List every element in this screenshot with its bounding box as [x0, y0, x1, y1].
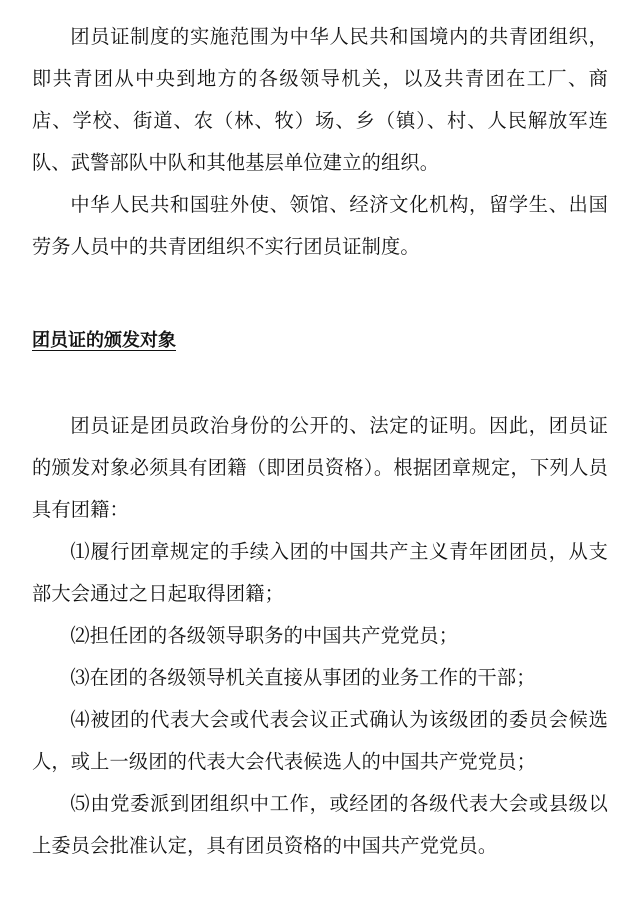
list-item: ⑸由党委派到团组织中工作，或经团的各级代表大会或县级以上委员会批准认定，具有团员资格的中国共产党党员。	[32, 792, 608, 857]
paragraph-exclusion: 中华人民共和国驻外使、领馆、经济文化机构，留学生、出国劳务人员中的共青团组织不实行团员证制度。	[32, 193, 608, 258]
section-heading: 团员证的颁发对象	[32, 330, 176, 351]
list-item: ⑶在团的各级领导机关直接从事团的业务工作的干部；	[70, 666, 536, 689]
list-item: ⑴履行团章规定的手续入团的中国共产主义青年团团员，从支部大会通过之日起取得团籍；	[32, 540, 608, 605]
list-item: ⑵担任团的各级领导职务的中国共产党党员；	[70, 624, 459, 647]
paragraph-scope: 团员证制度的实施范围为中华人民共和国境内的共青团组织，即共青团从中央到地方的各级领导机关，以及共青团在工厂、商店、学校、街道、农（林、牧）场、乡（镇）、村、人民解放军连队、武警部队中队和其他基层单位建立的组织。	[32, 25, 608, 174]
paragraph-section-intro: 团员证是团员政治身份的公开的、法定的证明。因此，团员证的颁发对象必须具有团籍（即团员资格）。根据团章规定，下列人员具有团籍：	[32, 414, 608, 521]
list-item: ⑷被团的代表大会或代表会议正式确认为该级团的委员会候选人，或上一级团的代表大会代表候选人的中国共产党党员；	[32, 708, 608, 773]
